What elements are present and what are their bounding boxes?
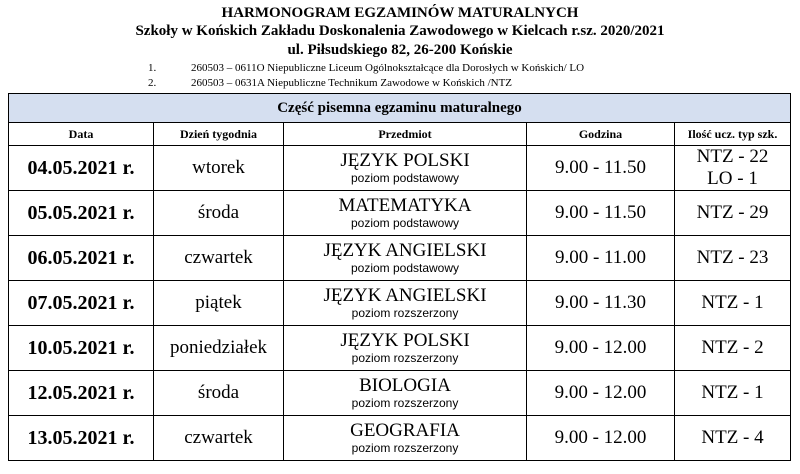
student-count: NTZ - 1 bbox=[701, 292, 764, 313]
document-address: ul. Piłsudskiego 82, 26-200 Końskie bbox=[287, 42, 513, 58]
exam-hours: 9.00 - 11.00 bbox=[527, 236, 675, 281]
subject-level: poziom podstawowy bbox=[350, 261, 460, 275]
count-cell bbox=[675, 146, 791, 191]
student-count: NTZ - 29 bbox=[696, 202, 769, 223]
count-cell bbox=[675, 236, 791, 281]
exam-schedule-table bbox=[8, 93, 791, 461]
subject-name: BIOLOGIA bbox=[359, 375, 451, 396]
exam-date: 05.05.2021 r. bbox=[9, 191, 154, 236]
table-header-row bbox=[9, 123, 791, 146]
subject-cell bbox=[284, 281, 527, 326]
column-header-date: Data bbox=[9, 123, 154, 146]
subject-cell bbox=[284, 416, 527, 461]
subject-cell bbox=[284, 191, 527, 236]
weekday: środa bbox=[154, 191, 284, 236]
count-cell bbox=[675, 191, 791, 236]
exam-date: 07.05.2021 r. bbox=[9, 281, 154, 326]
weekday: czwartek bbox=[154, 236, 284, 281]
exam-date: 04.05.2021 r. bbox=[9, 146, 154, 191]
subject-name: JĘZYK POLSKI bbox=[340, 330, 470, 351]
student-count: NTZ - 22 bbox=[696, 146, 769, 167]
table-row bbox=[9, 191, 791, 236]
subject-level: poziom podstawowy bbox=[350, 171, 460, 185]
column-header-hours: Godzina bbox=[527, 123, 675, 146]
student-count: NTZ - 23 bbox=[696, 247, 769, 268]
table-row bbox=[9, 236, 791, 281]
subject-name: GEOGRAFIA bbox=[350, 420, 460, 441]
school-text: 260503 – 0631A Niepubliczne Technikum Zawodowe w Końskich /NTZ bbox=[191, 77, 513, 89]
student-count: LO - 1 bbox=[707, 168, 758, 189]
subject-level: poziom rozszerzony bbox=[351, 441, 459, 455]
school-item-lo bbox=[148, 62, 708, 75]
exam-date: 13.05.2021 r. bbox=[9, 416, 154, 461]
student-count: NTZ - 2 bbox=[701, 337, 764, 358]
table-row bbox=[9, 416, 791, 461]
table-row bbox=[9, 326, 791, 371]
student-count: NTZ - 1 bbox=[701, 382, 764, 403]
school-text: 260503 – 0611O Niepubliczne Liceum Ogólnokształcące dla Dorosłych w Końskich/ LO bbox=[191, 62, 585, 74]
exam-hours: 9.00 - 11.30 bbox=[527, 281, 675, 326]
weekday: czwartek bbox=[154, 416, 284, 461]
weekday: środa bbox=[154, 371, 284, 416]
exam-date: 12.05.2021 r. bbox=[9, 371, 154, 416]
subject-cell bbox=[284, 146, 527, 191]
school-item-ntz bbox=[148, 77, 708, 90]
table-row bbox=[9, 146, 791, 191]
column-header-day: Dzień tygodnia bbox=[154, 123, 284, 146]
subject-cell bbox=[284, 326, 527, 371]
weekday: wtorek bbox=[154, 146, 284, 191]
count-cell bbox=[675, 371, 791, 416]
count-cell bbox=[675, 326, 791, 371]
subject-cell bbox=[284, 371, 527, 416]
subject-name: JĘZYK ANGIELSKI bbox=[323, 285, 487, 306]
subject-name: JĘZYK ANGIELSKI bbox=[323, 240, 487, 261]
weekday: poniedziałek bbox=[154, 326, 284, 371]
column-header-count: Ilość ucz. typ szk. bbox=[675, 123, 791, 146]
exam-hours: 9.00 - 12.00 bbox=[527, 371, 675, 416]
exam-date: 10.05.2021 r. bbox=[9, 326, 154, 371]
subject-level: poziom rozszerzony bbox=[351, 351, 459, 365]
exam-date: 06.05.2021 r. bbox=[9, 236, 154, 281]
subject-cell bbox=[284, 236, 527, 281]
table-section-title-row bbox=[9, 94, 791, 123]
school-number: 2. bbox=[148, 77, 157, 89]
column-header-subject: Przedmiot bbox=[284, 123, 527, 146]
subject-level: poziom rozszerzony bbox=[351, 396, 459, 410]
count-cell bbox=[675, 416, 791, 461]
table-row bbox=[9, 281, 791, 326]
student-count: NTZ - 4 bbox=[701, 427, 764, 448]
table-row bbox=[9, 371, 791, 416]
school-number: 1. bbox=[148, 62, 157, 74]
exam-hours: 9.00 - 11.50 bbox=[527, 191, 675, 236]
table-section-title: Część pisemna egzaminu maturalnego bbox=[9, 94, 791, 123]
subject-name: MATEMATYKA bbox=[338, 195, 472, 216]
exam-hours: 9.00 - 11.50 bbox=[527, 146, 675, 191]
document-subtitle: Szkoły w Końskich Zakładu Doskonalenia Zawodowego w Kielcach r.sz. 2020/2021 bbox=[135, 23, 665, 39]
exam-hours: 9.00 - 12.00 bbox=[527, 416, 675, 461]
subject-name: JĘZYK POLSKI bbox=[340, 150, 470, 171]
exam-hours: 9.00 - 12.00 bbox=[527, 326, 675, 371]
weekday: piątek bbox=[154, 281, 284, 326]
subject-level: poziom rozszerzony bbox=[351, 306, 459, 320]
document-title: HARMONOGRAM EGZAMINÓW MATURALNYCH bbox=[221, 5, 579, 21]
count-cell bbox=[675, 281, 791, 326]
subject-level: poziom podstawowy bbox=[350, 216, 460, 230]
